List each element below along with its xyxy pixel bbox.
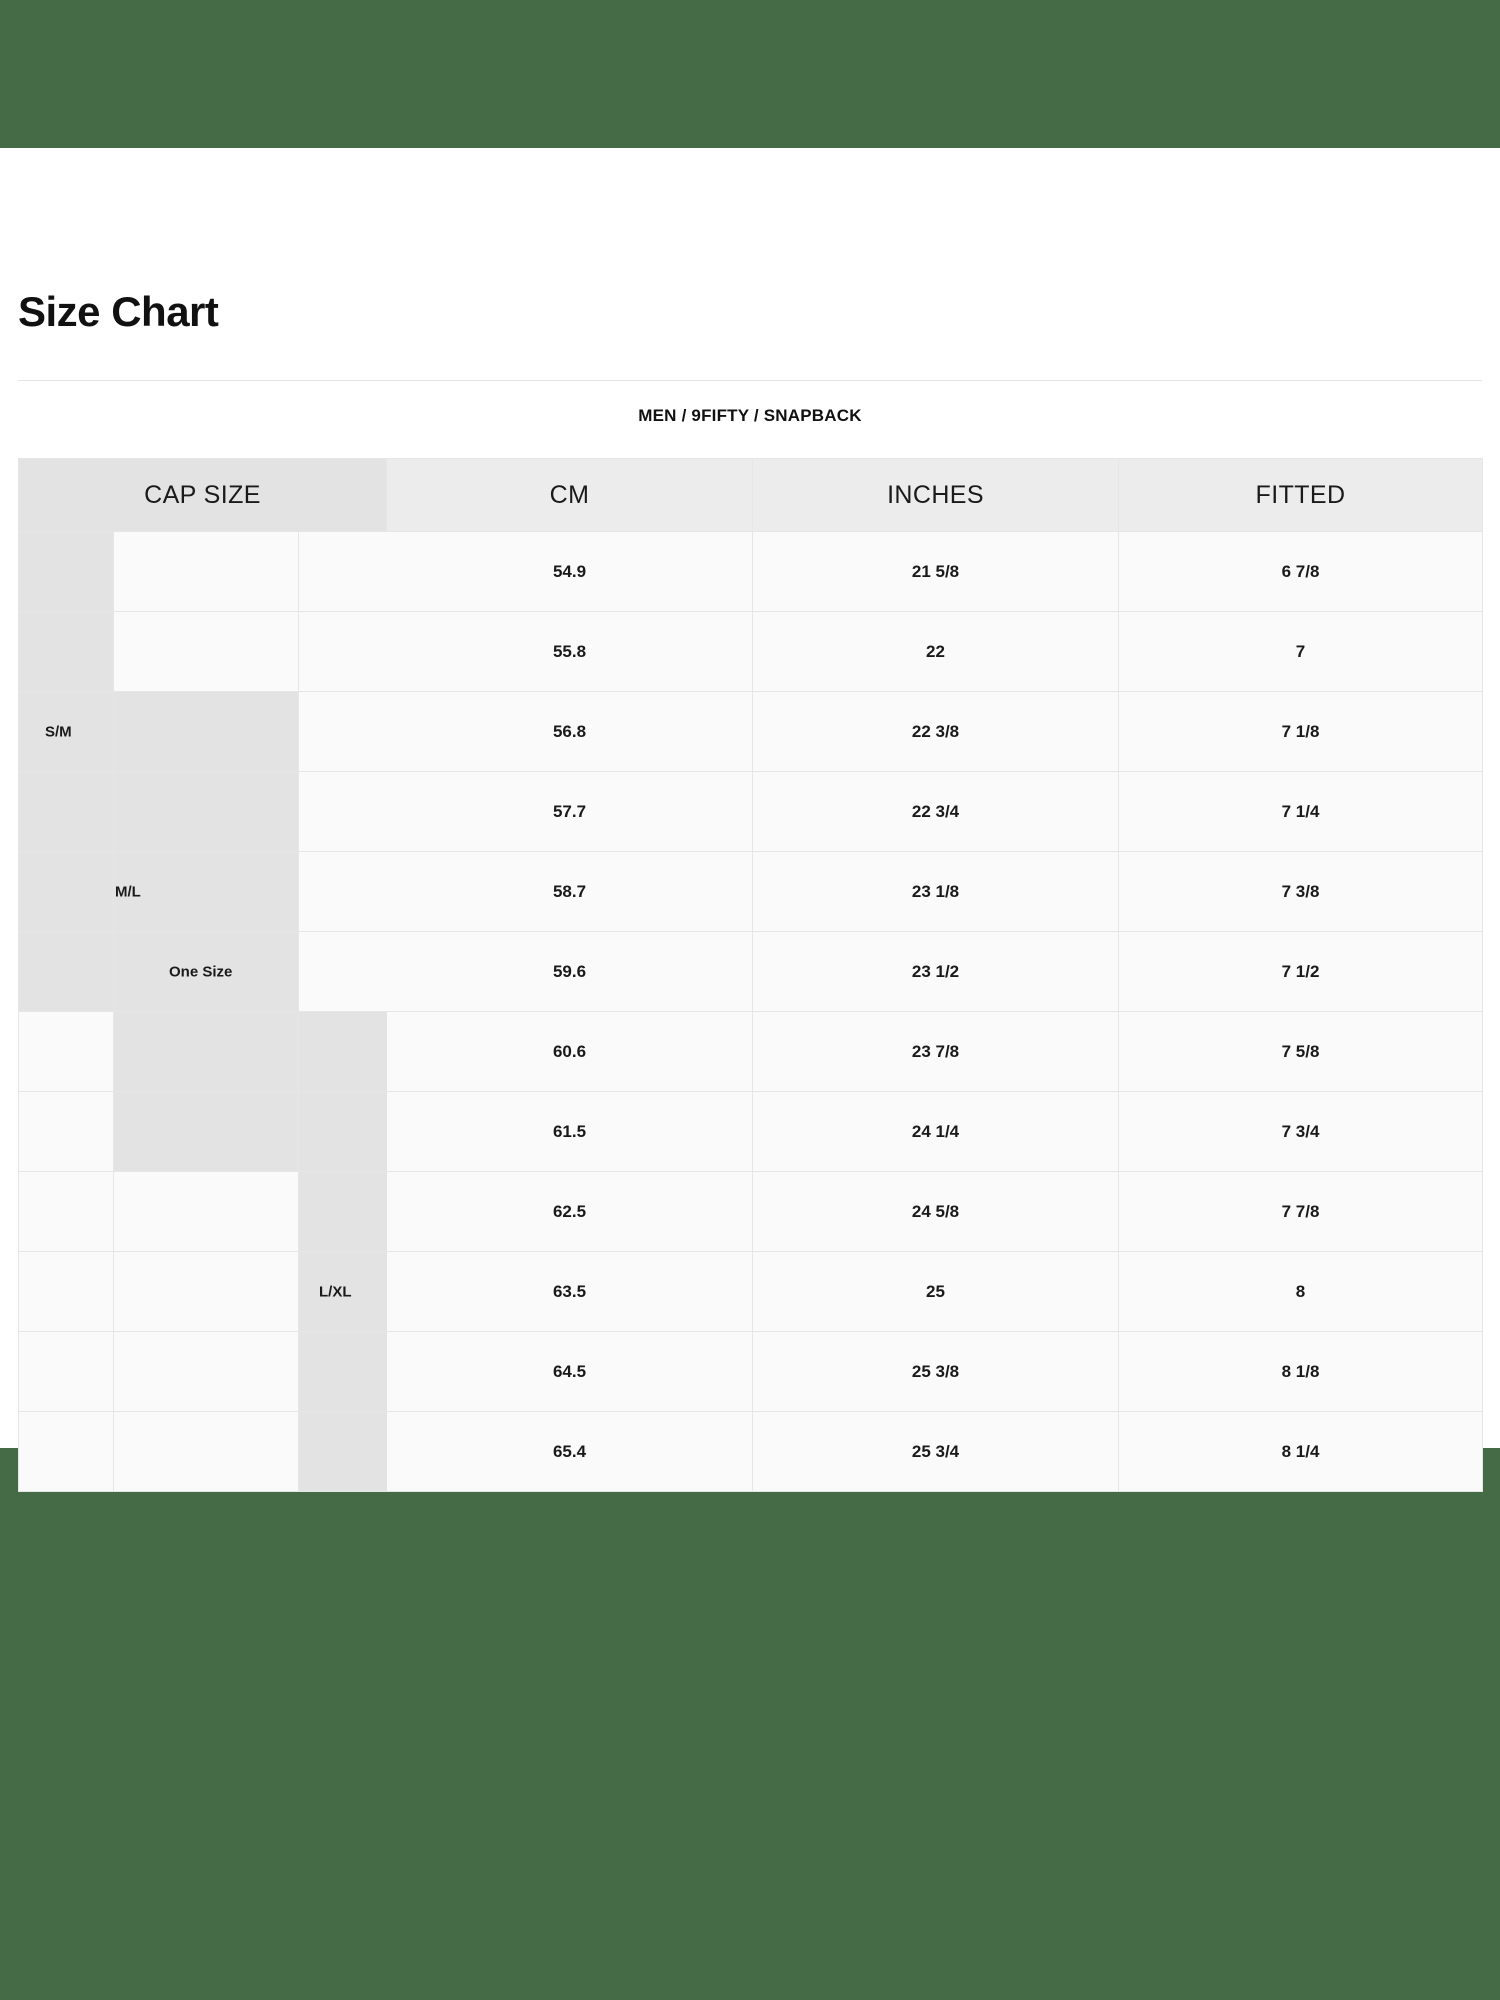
cap-size-cell	[19, 692, 387, 772]
cap-seg-ml	[114, 1172, 299, 1251]
cell-inches: 23 1/8	[753, 852, 1119, 932]
table-row	[19, 772, 1483, 852]
cell-cm: 60.6	[387, 1012, 753, 1092]
cell-fitted: 7 1/2	[1119, 932, 1483, 1012]
cap-seg-ml	[114, 1012, 299, 1091]
table-row	[19, 1252, 1483, 1332]
cap-size-cell	[19, 1012, 387, 1092]
cell-cm: 55.8	[387, 612, 753, 692]
cell-fitted: 7 3/4	[1119, 1092, 1483, 1172]
cap-seg-ml	[114, 852, 299, 931]
cap-seg-ml	[114, 1092, 299, 1171]
cap-seg-sm	[19, 852, 114, 931]
cap-seg-onesize	[299, 1012, 387, 1091]
size-chart-sheet	[0, 148, 1500, 1461]
cell-cm: 59.6	[387, 932, 753, 1012]
cell-fitted: 8 1/8	[1119, 1332, 1483, 1412]
column-header-inches: INCHES	[753, 459, 1119, 532]
cap-size-cell	[19, 1092, 387, 1172]
cell-inches: 23 7/8	[753, 1012, 1119, 1092]
cell-inches: 25 3/4	[753, 1412, 1119, 1492]
cell-inches: 24 5/8	[753, 1172, 1119, 1252]
cell-cm: 65.4	[387, 1412, 753, 1492]
cell-cm: 58.7	[387, 852, 753, 932]
cell-fitted: 6 7/8	[1119, 532, 1483, 612]
cell-fitted: 7 3/8	[1119, 852, 1483, 932]
table-row	[19, 1332, 1483, 1412]
table-row	[19, 1172, 1483, 1252]
cell-inches: 22	[753, 612, 1119, 692]
cap-seg-ml	[114, 692, 299, 771]
cell-fitted: 7 5/8	[1119, 1012, 1483, 1092]
table-row	[19, 852, 1483, 932]
cell-cm: 57.7	[387, 772, 753, 852]
column-header-fitted: FITTED	[1119, 459, 1483, 532]
cell-cm: 62.5	[387, 1172, 753, 1252]
cap-size-cell	[19, 1172, 387, 1252]
cap-seg-sm	[19, 772, 114, 851]
cap-seg-sm	[19, 1332, 114, 1411]
cap-seg-onesize	[299, 1332, 387, 1411]
cap-size-cell	[19, 612, 387, 692]
cap-seg-onesize	[299, 532, 387, 611]
table-row	[19, 612, 1483, 692]
cell-inches: 23 1/2	[753, 932, 1119, 1012]
cap-seg-sm	[19, 612, 114, 691]
cap-size-cell	[19, 772, 387, 852]
column-header-cm: CM	[387, 459, 753, 532]
cap-seg-onesize	[299, 772, 387, 851]
chart-subtitle: MEN / 9FIFTY / SNAPBACK	[638, 406, 862, 425]
cap-seg-sm	[19, 532, 114, 611]
cell-fitted: 7 7/8	[1119, 1172, 1483, 1252]
cell-fitted: 7	[1119, 612, 1483, 692]
cell-cm: 54.9	[387, 532, 753, 612]
cap-label-sm: S/M	[45, 723, 72, 740]
size-chart-content	[0, 148, 1500, 1461]
table-row	[19, 1412, 1483, 1492]
cell-cm: 56.8	[387, 692, 753, 772]
cap-seg-sm	[19, 1092, 114, 1171]
cap-seg-onesize	[299, 1412, 387, 1491]
cell-inches: 25 3/8	[753, 1332, 1119, 1412]
cap-seg-ml	[114, 1252, 299, 1331]
cap-label-one-size: One Size	[169, 963, 233, 980]
cell-inches: 24 1/4	[753, 1092, 1119, 1172]
cap-seg-ml	[114, 772, 299, 851]
cap-size-cell	[19, 1332, 387, 1412]
cell-fitted: 7 1/4	[1119, 772, 1483, 852]
cap-seg-onesize	[299, 692, 387, 771]
cap-seg-sm	[19, 1252, 114, 1331]
cell-inches: 22 3/8	[753, 692, 1119, 772]
cell-inches: 25	[753, 1252, 1119, 1332]
cell-cm: 61.5	[387, 1092, 753, 1172]
cap-seg-onesize	[299, 1092, 387, 1171]
cell-cm: 64.5	[387, 1332, 753, 1412]
cap-size-cell	[19, 532, 387, 612]
table-row	[19, 932, 1483, 1012]
cap-seg-sm	[19, 1012, 114, 1091]
table-header-row	[19, 459, 1483, 532]
column-header-cap-size: CAP SIZE	[19, 459, 387, 532]
cap-seg-ml	[114, 1332, 299, 1411]
cell-fitted: 8 1/4	[1119, 1412, 1483, 1492]
cell-fitted: 8	[1119, 1252, 1483, 1332]
cap-size-cell	[19, 852, 387, 932]
table-row	[19, 532, 1483, 612]
table-row	[19, 1092, 1483, 1172]
page-title: Size Chart	[18, 288, 219, 335]
cap-seg-sm	[19, 1412, 114, 1491]
cap-seg-onesize	[299, 1172, 387, 1251]
size-chart-table	[18, 458, 1483, 1492]
cell-inches: 22 3/4	[753, 772, 1119, 852]
cap-seg-ml	[114, 1412, 299, 1491]
cap-seg-onesize	[299, 852, 387, 931]
table-row	[19, 1012, 1483, 1092]
cap-seg-onesize	[299, 612, 387, 691]
cap-seg-sm	[19, 1172, 114, 1251]
cap-size-cell	[19, 1412, 387, 1492]
cap-size-cell	[19, 1252, 387, 1332]
table-row	[19, 692, 1483, 772]
cell-fitted: 7 1/8	[1119, 692, 1483, 772]
cell-inches: 21 5/8	[753, 532, 1119, 612]
cap-label-ml: M/L	[115, 883, 141, 900]
cap-seg-sm	[19, 932, 114, 1011]
title-divider	[18, 380, 1482, 381]
cell-cm: 63.5	[387, 1252, 753, 1332]
cap-size-cell	[19, 932, 387, 1012]
cap-label-lxl: L/XL	[319, 1283, 352, 1300]
cap-seg-ml	[114, 612, 299, 691]
cap-seg-onesize	[299, 932, 387, 1011]
cap-seg-ml	[114, 532, 299, 611]
